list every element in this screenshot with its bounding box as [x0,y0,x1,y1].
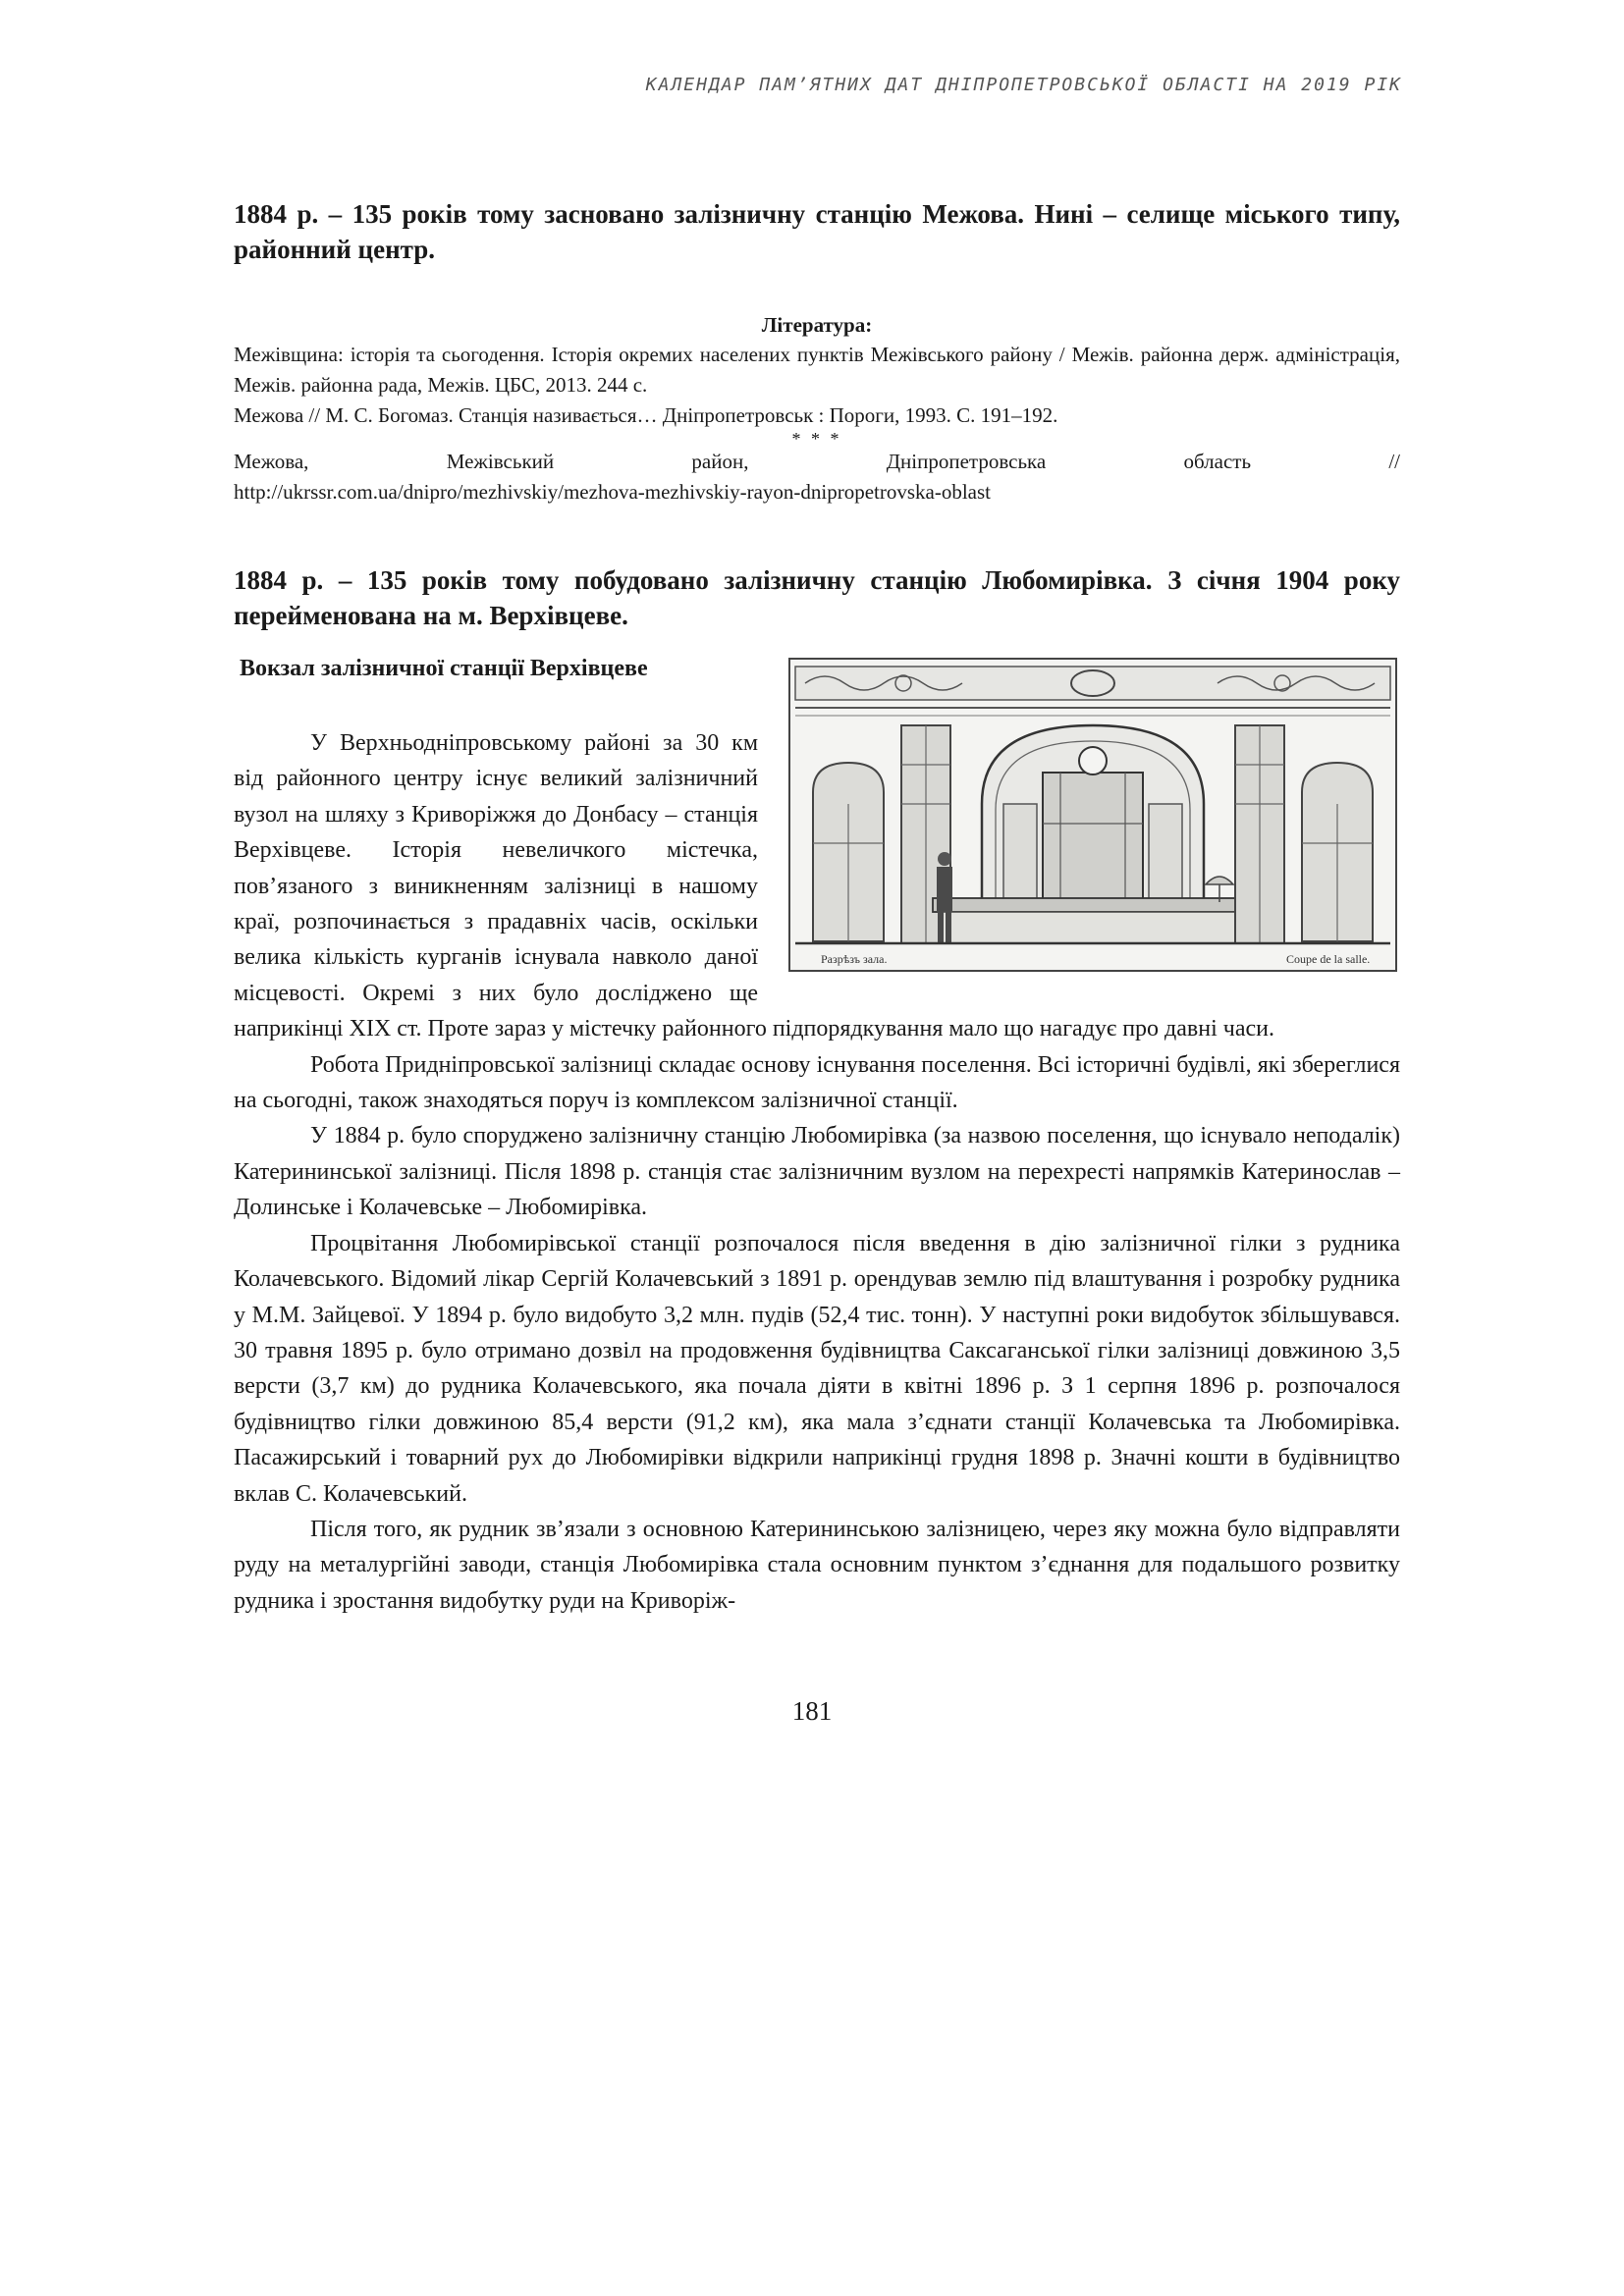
reference-item: Межова // М. С. Богомаз. Станція називається… Дніпропетровськ : Пороги, 1993. С. 191–192. [234,403,1058,427]
web-ref-word: Межівський [446,450,555,473]
reference-item: Межівщина: історія та сьогодення. Історія окремих населених пунктів Межівського району / Межів. районна держ. адміністрація, Межів. районна рада, Межів. ЦБС, 2013. 244 с. [234,343,1400,397]
page-number: 181 [791,1696,833,1726]
body-paragraph: Робота Придніпровської залізниці складає основу існування поселення. Всі історичні будівлі, які збереглися на сьогодні, також знаходяться поруч із комплексом залізничної станції. [234,1051,1400,1114]
body-paragraph: Процвітання Любомирівської станції розпочалося після введення в дію залізничної гілки з рудника Колачевського. Відомий лікар Сергій Колачевський з 1891 р. орендував землю під влаштування і розробку рудника у М.М. Зайцевої. У 1894 р. було видобуто 3,2 млн. пудів (52,4 тис. тонн). У наступні роки видобуток збільшувався. 30 травня 1895 р. було отримано дозвіл на продовження будівництва Саксаганської гілки залізниці довжиною 3,5 версти (3,7 км) до рудника Колачевського, яка почала діяти в квітні 1896 р. З 1 серпня 1896 р. розпочалося будівництво гілки довжиною 85,4 версти (91,2 км), яка мала з’єднати станції Колачевська та Любомирівка. Пасажирський і товарний рух до Любомирівки відкрили наприкінці грудня 1898 р. Значні кошти в будівництво вклав С. Колачевський. [234,1230,1400,1507]
section-subheading: Вокзал залізничної станції Верхівцеве [240,656,648,681]
running-header: КАЛЕНДАР ПАМ’ЯТНИХ ДАТ ДНІПРОПЕТРОВСЬКОЇ ОБЛАСТІ НА 2019 РІК [645,75,1402,95]
web-ref-word: // [1388,450,1400,473]
station-section [234,651,1400,1619]
section-separator: * * * [791,429,842,449]
station-hall-engraving [785,657,1400,976]
page-content [234,196,1400,1619]
figure-caption-left: Разрѣзъ зала. [821,952,888,966]
body-paragraph: У Верхньодніпровському районі за 30 км від районного центру існує великий залізничний вузол на шляху з Криворіжжя до Донбасу – станція Верхівцеве. Історія невеличкого містечка, пов’язаного з виникненням залізниці в нашому краї, розпочинається з прадавніх часів, оскільки велика кількість курганів існувала навколо даної місцевості. Окремі з них було досліджено ще наприкінці ХІХ ст. Проте зараз у містечку районного підпорядкування мало що нагадує про давні часи. [234,730,1274,1042]
body-paragraph: У 1884 р. було споруджено залізничну станцію Любомирівка (за назвою поселення, що існувало неподалік) Катерининської залізниці. Після 1898 р. станція стає залізничним вузлом на перехресті напрямків Катеринослав – Долинське і Колачевське – Любомирівка. [234,1123,1400,1221]
entry-title-lyubomyrivka: 1884 р. – 135 років тому побудовано залізничну станцію Любомирівка. З січня 1904 року перейменована на м. Верхівцеве. [234,565,1400,630]
literature-heading: Література: [761,313,873,337]
entry-title-mezhova: 1884 р. – 135 років тому засновано залізничну станцію Межова. Нині – селище міського типу, районний центр. [234,199,1400,264]
web-ref-word: Дніпропетровська [886,450,1047,473]
web-reference-url: http://ukrssr.com.ua/dnipro/mezhivskiy/mezhova-mezhivskiy-rayon-dnipropetrovska-oblast [234,480,992,504]
web-reference [234,447,1400,477]
body-paragraph: Після того, як рудник зв’язали з основною Катерининською залізницею, через яку можна було відправляти руду на металургійні заводи, станція Любомирівка стала основним пунктом з’єднання для подальшого розвитку рудника і зростання видобутку руди на Криворіж- [234,1516,1400,1614]
web-ref-word: Межова, [234,450,309,473]
web-ref-word: район, [691,450,749,473]
web-ref-word: область [1183,450,1252,473]
figure-caption-right: Coupe de la salle. [1286,952,1371,966]
